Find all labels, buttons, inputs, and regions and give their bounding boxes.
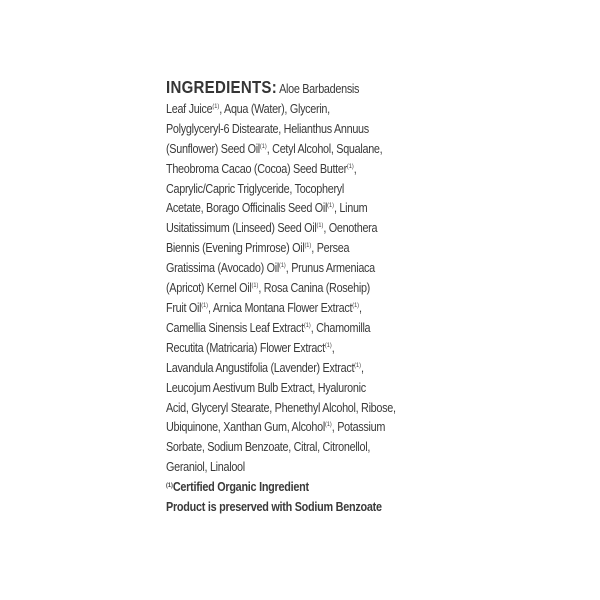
ingredients-heading: INGREDIENTS: [166, 77, 277, 97]
ingredients-line [166, 379, 466, 399]
ingredient-text: (Apricot) Kernel Oil [166, 281, 252, 296]
ingredients-line-first [166, 78, 466, 100]
organic-marker: (1) [259, 142, 267, 150]
ingredient-text: Leaf Juice [166, 101, 213, 116]
organic-marker: (1) [278, 262, 286, 270]
ingredient-text: , Cetyl Alcohol, Squalane, [266, 141, 383, 156]
ingredient-text: Aloe Barbadensis [276, 82, 360, 96]
organic-marker: (1) [352, 301, 360, 309]
ingredients-list [166, 78, 466, 518]
footnote-marker: (1) [166, 482, 173, 490]
ingredients-line [166, 458, 466, 478]
ingredients-line [166, 239, 466, 259]
ingredient-text: Polyglyceryl-6 Distearate, Helianthus Annuus [166, 121, 369, 136]
organic-marker: (1) [346, 162, 354, 170]
ingredient-text: Sorbate, Sodium Benzoate, Citral, Citronellol, [166, 440, 371, 455]
organic-marker: (1) [354, 361, 361, 369]
organic-marker: (1) [251, 282, 259, 290]
ingredient-text: Caprylic/Capric Triglyceride, Tocopheryl [166, 181, 344, 196]
ingredient-text: Lavandula Angustifolia (Lavender) Extract [166, 360, 355, 375]
ingredients-line [166, 120, 466, 140]
ingredient-text: Recutita (Matricaria) Flower Extract [166, 340, 325, 355]
ingredients-line [166, 140, 466, 160]
ingredients-line [166, 438, 466, 458]
ingredient-text: , [359, 300, 362, 315]
ingredient-text: , Rosa Canina (Rosehip) [258, 281, 370, 296]
ingredient-text: , Linum [333, 201, 368, 216]
ingredient-text: Geraniol, Linalool [166, 460, 245, 475]
ingredients-line [166, 259, 466, 279]
organic-marker: (1) [212, 102, 220, 110]
ingredient-text: , Oenothera [323, 221, 378, 236]
ingredient-text: Gratissima (Avocado) Oil [166, 261, 279, 276]
ingredients-line [166, 160, 466, 180]
organic-footnote [166, 478, 466, 498]
ingredient-text: , [360, 360, 364, 375]
ingredient-text: , Chamomilla [310, 320, 371, 335]
organic-marker: (1) [324, 341, 332, 349]
ingredient-text: , Persea [311, 241, 350, 256]
ingredient-text: , Arnica Montana Flower Extract [208, 300, 353, 315]
ingredient-text: , [331, 340, 335, 355]
ingredient-text: Fruit Oil [166, 300, 202, 315]
ingredients-label [166, 78, 466, 518]
organic-marker: (1) [316, 222, 324, 230]
ingredients-line [166, 180, 466, 200]
organic-marker: (1) [324, 421, 332, 429]
ingredient-text: Ubiquinone, Xanthan Gum, Alcohol [166, 420, 325, 435]
ingredient-text: Camellia Sinensis Leaf Extract [166, 320, 304, 335]
ingredient-text: , [353, 161, 357, 176]
ingredient-text: Biennis (Evening Primrose) Oil [166, 241, 305, 256]
ingredient-text: Acid, Glyceryl Stearate, Phenethyl Alcohol, Ribose, [166, 400, 396, 415]
ingredients-line [166, 319, 466, 339]
ingredient-text: (Sunflower) Seed Oil [166, 141, 260, 156]
ingredients-line [166, 418, 466, 438]
ingredients-line [166, 359, 466, 379]
ingredient-text: , Aqua (Water), Glycerin, [219, 101, 330, 116]
footnote-text: Certified Organic Ingredient [172, 480, 309, 495]
ingredient-text: , Prunus Armeniaca [285, 261, 375, 276]
ingredients-line [166, 299, 466, 319]
organic-marker: (1) [201, 301, 209, 309]
ingredients-line [166, 279, 466, 299]
ingredient-text: Theobroma Cacao (Cocoa) Seed Butter [166, 161, 347, 176]
ingredients-line [166, 199, 466, 219]
organic-marker: (1) [303, 321, 311, 329]
ingredients-line [166, 219, 466, 239]
ingredient-text: , Potassium [331, 420, 386, 435]
ingredients-line [166, 100, 466, 120]
ingredients-line [166, 399, 466, 419]
ingredients-line [166, 339, 466, 359]
organic-marker: (1) [304, 242, 312, 250]
ingredient-text: Usitatissimum (Linseed) Seed Oil [166, 221, 317, 236]
ingredient-text: Acetate, Borago Officinalis Seed Oil [166, 201, 328, 216]
preservative-note: Product is preserved with Sodium Benzoate [166, 500, 382, 515]
organic-marker: (1) [327, 202, 334, 210]
ingredient-text: Leucojum Aestivum Bulb Extract, Hyaluronic [166, 380, 366, 395]
